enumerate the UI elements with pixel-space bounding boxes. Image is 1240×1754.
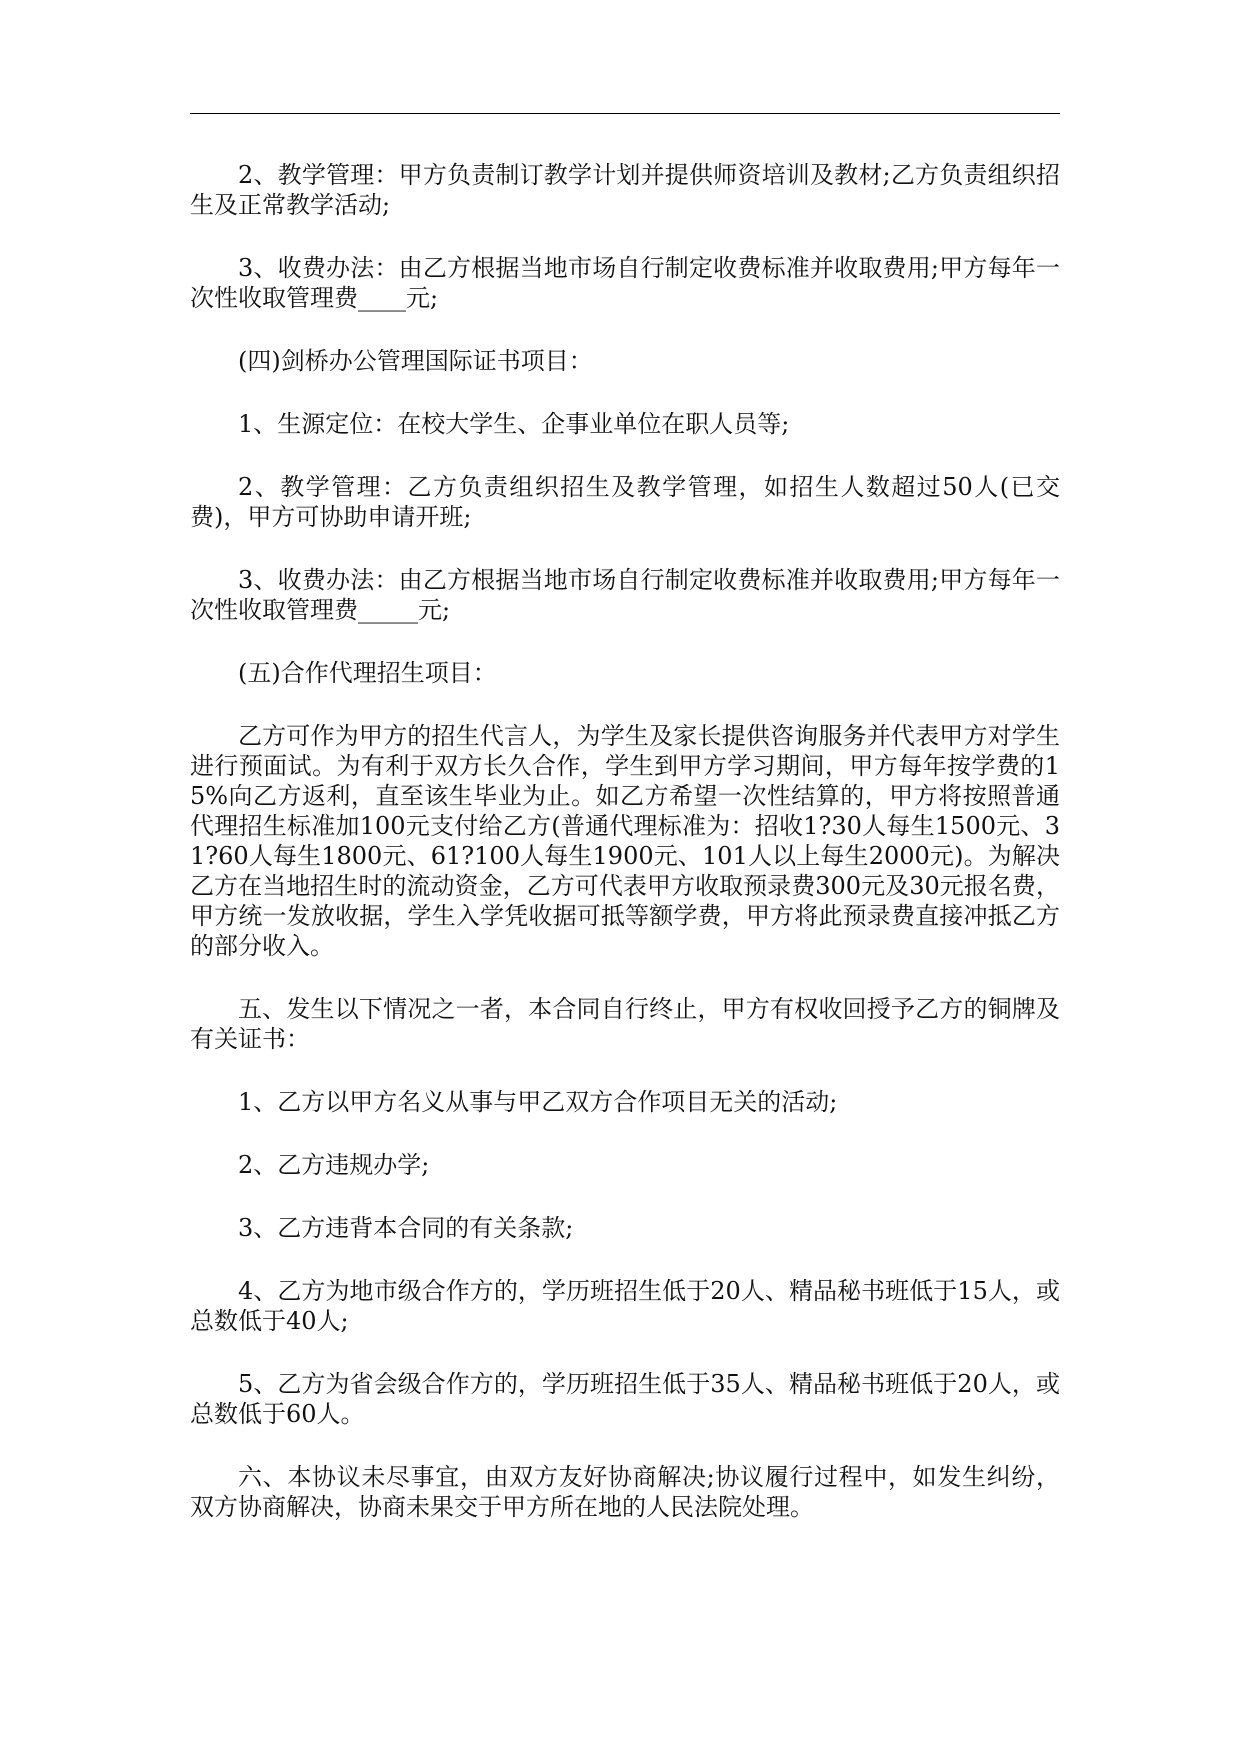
termination-item-2: 2、乙方违规办学; — [238, 1151, 430, 1179]
section-heading-termination: 五、发生以下情况之一者，本合同自行终止，甲方有权收回授予乙方的铜牌及有关证书： — [190, 995, 1060, 1053]
paragraph-teaching-management-b: 2、教学管理：乙方负责组织招生及教学管理，如招生人数超过50人(已交费)，甲方可协助申请开班; — [190, 473, 1060, 531]
paragraph-student-source: 1、生源定位：在校大学生、企事业单位在职人员等; — [238, 410, 790, 438]
paragraph-agency-terms: 乙方可作为甲方的招生代言人，为学生及家长提供咨询服务并代表甲方对学生进行预面试。为有利于双方长久合作，学生到甲方学习期间，甲方每年按学费的15%向乙方返利，直至该生毕业为止。如乙方希望一次性结算的，甲方将按照普通代理招生标准加100元支付给乙方(普通代理标准为：招收1?30人每生1500元、31?60人每生1800元、61?100人每生1900元、101人以上每生2000元)。为解决乙方在当地招生时的流动资金，乙方可代表甲方收取预录费300元及30元报名费，甲方统一发放收据，学生入学凭收据可抵等额学费，甲方将此预录费直接冲抵乙方的部分收入。 — [190, 722, 1060, 960]
section-heading-agency: (五)合作代理招生项目： — [238, 659, 497, 687]
section-heading-cambridge: (四)剑桥办公管理国际证书项目： — [238, 347, 593, 375]
termination-item-5: 5、乙方为省会级合作方的，学历班招生低于35人、精品秘书班低于20人，或总数低于60人。 — [190, 1370, 1060, 1428]
section-heading-disputes: 六、本协议未尽事宜，由双方友好协商解决;协议履行过程中，如发生纠纷，双方协商解决，协商未果交于甲方所在地的人民法院处理。 — [190, 1463, 1060, 1521]
header-rule — [190, 113, 1060, 114]
termination-item-4: 4、乙方为地市级合作方的，学历班招生低于20人、精品秘书班低于15人，或总数低于40人; — [190, 1277, 1060, 1335]
paragraph-teaching-management-a: 2、教学管理：甲方负责制订教学计划并提供师资培训及教材;乙方负责组织招生及正常教学活动; — [190, 161, 1060, 219]
document-body — [190, 160, 1060, 1555]
paragraph-fee-method-a: 3、收费办法：由乙方根据当地市场自行制定收费标准并收取费用;甲方每年一次性收取管理费____元; — [190, 254, 1060, 312]
paragraph-fee-method-b: 3、收费办法：由乙方根据当地市场自行制定收费标准并收取费用;甲方每年一次性收取管理费_____元; — [190, 566, 1060, 624]
termination-item-3: 3、乙方违背本合同的有关条款; — [238, 1214, 574, 1242]
termination-item-1: 1、乙方以甲方名义从事与甲乙双方合作项目无关的活动; — [238, 1088, 838, 1116]
